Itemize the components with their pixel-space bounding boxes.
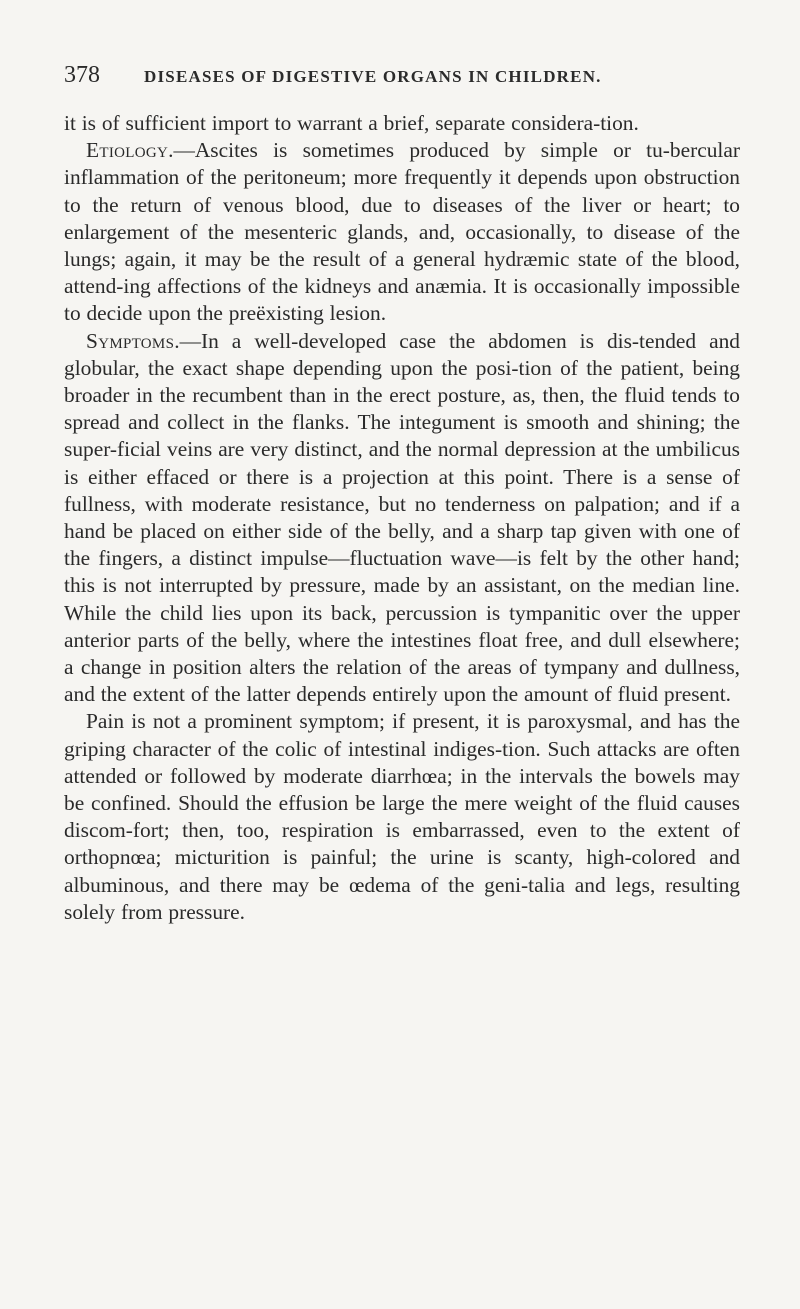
- body-text: [64, 110, 740, 926]
- paragraph-symptoms: [64, 328, 740, 709]
- etiology-heading: Etiology: [86, 138, 169, 163]
- book-page: [64, 62, 740, 926]
- symptoms-text: .—In a well-developed case the abdomen is dis-tended and globular, the exact shape depending upon the posi-tion of the patient, being broader in the recumbent than in the erect posture, as, then, the fluid tends to spread and collect in the flanks. The integument is smooth and shining; the super-ficial veins are very distinct, and the normal depression at the umbilicus is either effaced or there is a projection at this point. There is a sense of fullness, with moderate resistance, but no tenderness on palpation; and if a hand be placed on either side of the belly, and a sharp tap given with one of the fingers, a distinct impulse—fluctuation wave—is felt by the other hand; this is not interrupted by pressure, made by an assistant, on the median line. While the child lies upon its back, percussion is tympanitic over the upper anterior parts of the belly, where the intestines float free, and dull elsewhere; a change in position alters the relation of the areas of tympany and dullness, and the extent of the latter depends entirely upon the amount of fluid present.: [64, 328, 740, 707]
- page-header: [64, 62, 740, 102]
- paragraph-etiology: [64, 137, 740, 327]
- running-title: DISEASES OF DIGESTIVE ORGANS IN CHILDREN.: [144, 67, 602, 86]
- paragraph-intro: it is of sufficient import to warrant a brief, separate considera-tion.: [64, 111, 639, 135]
- paragraph-pain: Pain is not a prominent symptom; if present, it is paroxysmal, and has the griping character of the colic of intestinal indiges-tion. Such attacks are often attended or followed by moderate diarrhœa; in the intervals the bowels may be confined. Should the effusion be large the mere weight of the fluid causes discom-fort; then, too, respiration is embarrassed, even to the extent of orthopnœa; micturition is painful; the urine is scanty, high-colored and albuminous, and there may be œdema of the geni-talia and legs, resulting solely from pressure.: [64, 709, 740, 924]
- page-number: 378: [64, 62, 100, 88]
- symptoms-heading: Symptoms: [86, 328, 175, 353]
- etiology-text: .—Ascites is sometimes produced by simple or tu-bercular inflammation of the peritoneum; more frequently it depends upon obstruction to the return of venous blood, due to diseases of the liver or heart; to enlargement of the mesenteric glands, and, occasionally, to disease of the lungs; again, it may be the result of a general hydræmic state of the blood, attend-ing affections of the kidneys and anæmia. It is occasionally impossible to decide upon the preëxisting lesion.: [64, 138, 740, 326]
